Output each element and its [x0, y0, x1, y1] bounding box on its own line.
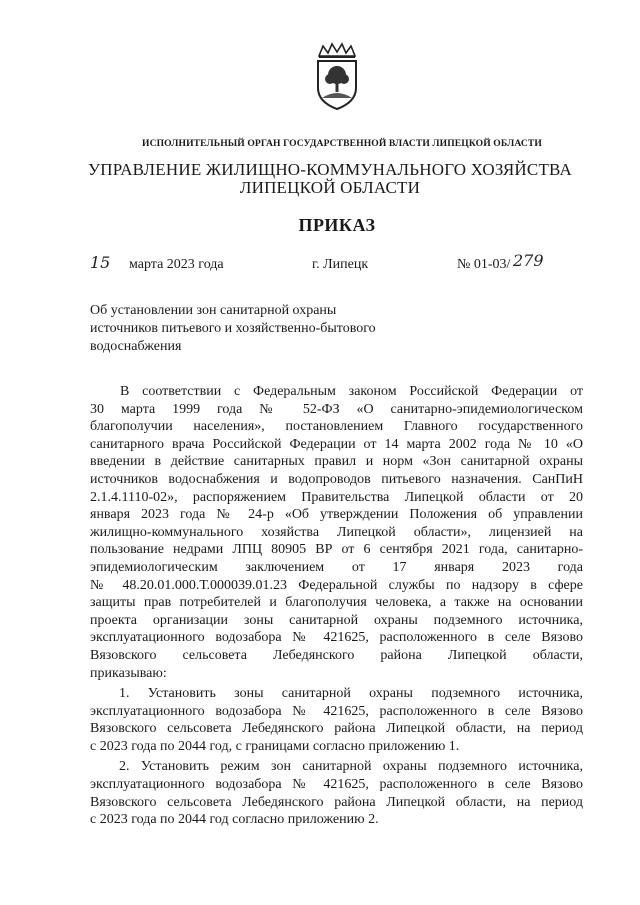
subject-line: источников питьевого и хозяйственно-бытового — [90, 321, 376, 336]
body-line: источников водоснабжения и водопроводов питьевого назначения. СанПиН — [90, 471, 583, 487]
department-name-line2: ЛИПЕЦКОЙ ОБЛАСТИ — [239, 178, 421, 197]
body-line: эксплуатационного водозабора № 421625, расположенного в селе Вязово — [90, 777, 583, 793]
body-line: защиты прав потребителей и благополучия человека, а также на основании — [90, 595, 583, 611]
body-line: санитарного врача Российской Федерации от 14 марта 2002 года № 10 «О — [90, 436, 583, 452]
body-line: жилищно-коммунального хозяйства Липецкой области», лицензией на — [90, 524, 583, 540]
body-line: января 2023 года № 24-р «Об утверждении Положения об управлении — [90, 507, 583, 523]
body-line: проекта организации зоны санитарной охраны подземного источника, — [90, 612, 583, 628]
body-line: с 2023 года по 2044 год, с границами согласно приложению 1. — [90, 738, 460, 754]
body-line: В соответствии с Федеральным законом Российской Федерации от — [120, 384, 583, 399]
order-number-prefix: № 01-03/ — [457, 257, 511, 272]
body-line: 2.1.4.1110-02», распоряжением Правительства Липецкой области от 20 — [90, 489, 583, 505]
order-date: марта 2023 года — [129, 257, 224, 272]
order-item-1 — [90, 685, 583, 755]
body-line: приказываю: — [90, 665, 167, 681]
order-item-2 — [90, 758, 583, 828]
subject-line: водоснабжения — [90, 339, 182, 354]
body-line: эксплуатационного водозабора № 421625, расположенного в селе Вязово — [90, 703, 583, 719]
body-line: пользование недрами ЛПЦ 80905 ВР от 6 сентября 2021 года, санитарно- — [90, 542, 583, 558]
order-city: г. Липецк — [312, 257, 369, 272]
order-subject — [90, 302, 410, 356]
body-line: Вязовского сельсовета Лебедянского района Липецкой области, — [90, 647, 583, 663]
body-line: Вязовского сельсовета Лебедянского района Липецкой области, на период — [90, 721, 583, 737]
body-line: эксплуатационного водозабора № 421625, расположенного в селе Вязово — [90, 630, 583, 646]
coat-of-arms-icon — [311, 42, 363, 112]
preamble-paragraph — [90, 383, 583, 682]
body-line: Вязовского сельсовета Лебедянского района Липецкой области, на период — [90, 794, 583, 810]
body-line: № 48.20.01.000.Т.000039.01.23 Федеральной службы по надзору в сфере — [90, 577, 583, 593]
body-line: 2. Установить режим зон санитарной охраны подземного источника, — [119, 759, 583, 775]
body-line: введении в действие санитарных правил и норм «Зон санитарной охраны — [90, 454, 583, 470]
department-name-line1: УПРАВЛЕНИЕ ЖИЛИЩНО-КОММУНАЛЬНОГО ХОЗЯЙСТВА — [88, 160, 572, 179]
order-body — [90, 383, 583, 829]
authority-name: ИСПОЛНИТЕЛЬНЫЙ ОРГАН ГОСУДАРСТВЕННОЙ ВЛАСТИ ЛИПЕЦКОЙ ОБЛАСТИ — [142, 138, 542, 149]
body-line: 1. Установить зоны санитарной охраны подземного источника, — [119, 686, 583, 702]
handwritten-day: 15 — [90, 253, 111, 272]
handwritten-order-number: 279 — [513, 251, 544, 270]
body-line: благополучии населения», постановлением Главного государственного — [90, 419, 583, 435]
body-line: эпидемиологическим заключением от 17 января 2023 года — [90, 559, 583, 575]
document-title: ПРИКАЗ — [298, 215, 376, 235]
subject-line: Об установлении зон санитарной охраны — [90, 303, 337, 318]
body-line: с 2023 года по 2044 год согласно приложению 2. — [90, 812, 379, 828]
body-line: 30 марта 1999 года № 52-ФЗ «О санитарно-эпидемиологическом — [90, 401, 583, 417]
